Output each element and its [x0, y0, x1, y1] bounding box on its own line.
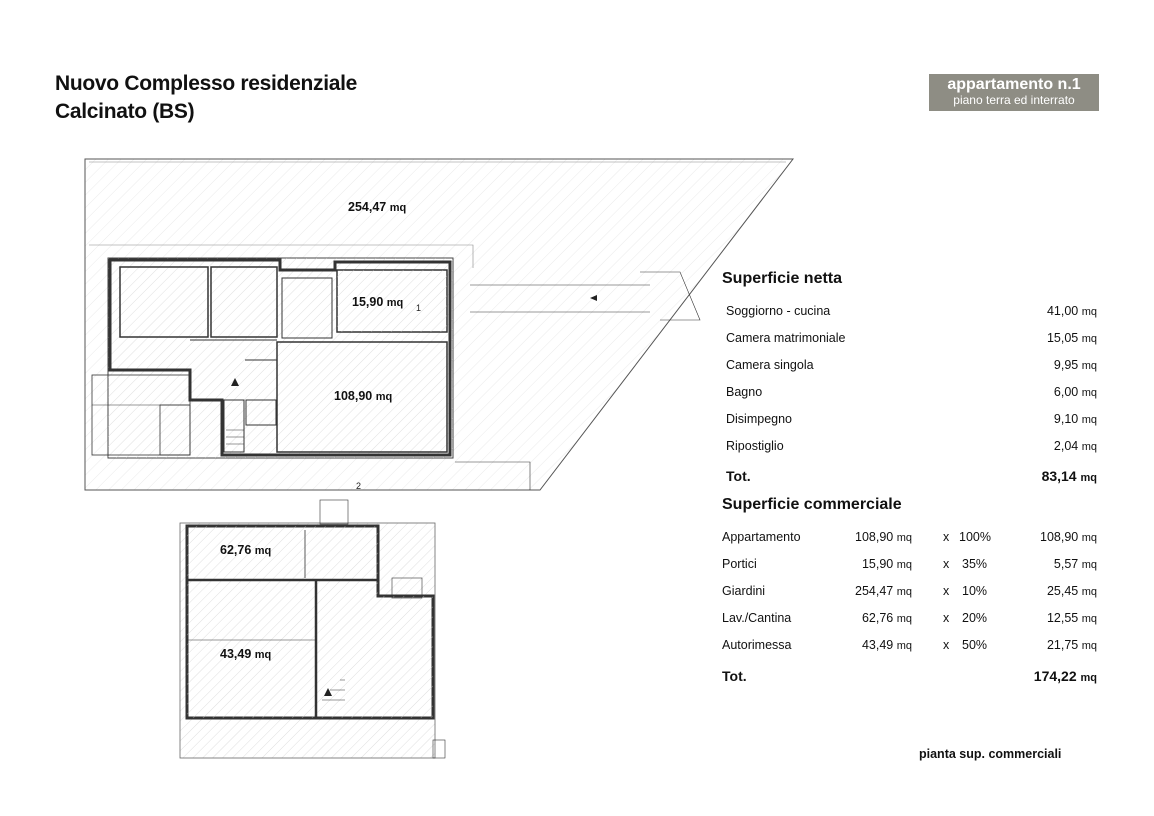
comm-row-value	[1000, 584, 1097, 598]
comm-row-area	[830, 530, 912, 544]
comm-value: 12,55	[1046, 611, 1079, 625]
net-row-value	[1000, 439, 1097, 453]
comm-area-unit: mq	[896, 640, 912, 652]
title-line-2: Calcinato (BS)	[55, 100, 195, 123]
garage-area-value: 43,49	[220, 647, 252, 661]
comm-row-pct: 20%	[962, 611, 988, 625]
comm-row-area	[830, 557, 912, 571]
net-unit: mq	[1081, 360, 1097, 372]
comm-value: 21,75	[1046, 638, 1079, 652]
comm-total-label: Tot.	[722, 668, 747, 684]
net-unit: mq	[1081, 306, 1097, 318]
comm-row-label: Lav./Cantina	[722, 611, 792, 625]
net-value: 6,00	[1053, 385, 1079, 399]
comm-row-x: x	[943, 584, 950, 598]
comm-unit: mq	[1081, 613, 1097, 625]
comm-unit: mq	[1081, 586, 1097, 598]
basement-floor	[180, 500, 445, 758]
comm-total-unit: mq	[1080, 672, 1097, 684]
net-row-value	[1000, 331, 1097, 345]
net-row-value	[1000, 385, 1097, 399]
comm-unit: mq	[1081, 640, 1097, 652]
net-value: 15,05	[1046, 331, 1079, 345]
net-row-value	[1000, 412, 1097, 426]
portico-area-unit: mq	[386, 297, 404, 309]
cellar-area-label	[220, 543, 271, 557]
net-row-label: Ripostiglio	[726, 439, 784, 453]
net-unit: mq	[1081, 333, 1097, 345]
title-line-1: Nuovo Complesso residenziale	[55, 72, 358, 95]
comm-area-value: 15,90	[861, 557, 894, 571]
net-area-title: Superficie netta	[722, 270, 843, 287]
comm-row-label: Appartamento	[722, 530, 801, 544]
apartment-area-value: 108,90	[334, 389, 373, 403]
net-value: 9,10	[1053, 412, 1079, 426]
comm-row-value	[1000, 611, 1097, 625]
comm-area-unit: mq	[896, 613, 912, 625]
net-value: 9,95	[1053, 358, 1079, 372]
garden-area-label	[348, 200, 406, 214]
comm-area-value: 108,90	[855, 530, 894, 544]
apartment-area-unit: mq	[375, 391, 393, 403]
comm-value: 108,90	[1040, 530, 1079, 544]
comm-row-value	[1000, 530, 1097, 544]
comm-area-value: 62,76	[861, 611, 894, 625]
net-unit: mq	[1081, 387, 1097, 399]
net-row-label: Camera matrimoniale	[726, 331, 846, 345]
garage-area-unit: mq	[254, 649, 272, 661]
comm-row-label: Portici	[722, 557, 757, 571]
comm-total-value	[990, 668, 1097, 684]
garden-area-value: 254,47	[348, 200, 387, 214]
comm-row-x: x	[943, 530, 950, 544]
comm-row-label: Autorimessa	[722, 638, 792, 652]
comm-unit: mq	[1081, 559, 1097, 571]
comm-total-number: 174,22	[1033, 668, 1077, 684]
commercial-area-title: Superficie commerciale	[722, 496, 902, 513]
net-row-value	[1000, 358, 1097, 372]
net-unit: mq	[1081, 441, 1097, 453]
comm-value: 5,57	[1053, 557, 1079, 571]
comm-row-pct: 35%	[962, 557, 988, 571]
comm-row-area	[830, 638, 912, 652]
comm-area-unit: mq	[896, 532, 912, 544]
comm-row-value	[1000, 638, 1097, 652]
cellar-area-unit: mq	[254, 545, 272, 557]
comm-row-x: x	[943, 611, 950, 625]
net-value: 41,00	[1046, 304, 1079, 318]
comm-area-value: 254,47	[855, 584, 894, 598]
apartment-area-label	[334, 389, 392, 403]
net-value: 2,04	[1053, 439, 1079, 453]
comm-area-unit: mq	[896, 559, 912, 571]
badge-title: appartamento n.1	[947, 76, 1081, 93]
comm-area-value: 43,49	[861, 638, 894, 652]
net-row-label: Disimpegno	[726, 412, 793, 426]
section-marker-2: 2	[356, 481, 362, 491]
comm-row-area	[830, 611, 912, 625]
comm-row-label: Giardini	[722, 584, 766, 598]
comm-value: 25,45	[1046, 584, 1079, 598]
comm-area-unit: mq	[896, 586, 912, 598]
comm-row-pct: 10%	[962, 584, 988, 598]
section-marker-1: 1	[416, 303, 422, 313]
comm-row-area	[830, 584, 912, 598]
comm-row-pct: 50%	[962, 638, 988, 652]
net-row-value	[1000, 304, 1097, 318]
garden-area-unit: mq	[389, 202, 407, 214]
portico-area-value: 15,90	[352, 295, 384, 309]
comm-unit: mq	[1081, 532, 1097, 544]
garage-area-label	[220, 647, 271, 661]
plan-caption: pianta sup. commerciali	[919, 747, 1062, 761]
cellar-area-value: 62,76	[220, 543, 252, 557]
net-total-label: Tot.	[726, 468, 751, 484]
net-total-number: 83,14	[1041, 468, 1077, 484]
net-row-label: Bagno	[726, 385, 763, 399]
net-total-unit: mq	[1080, 472, 1097, 484]
comm-row-x: x	[943, 638, 950, 652]
comm-row-x: x	[943, 557, 950, 571]
portico-area-label	[352, 295, 403, 309]
comm-row-value	[1000, 557, 1097, 571]
net-row-label: Soggiorno - cucina	[726, 304, 831, 318]
net-unit: mq	[1081, 414, 1097, 426]
badge-subtitle: piano terra ed interrato	[953, 93, 1075, 107]
net-total-value	[990, 468, 1097, 484]
comm-row-pct: 100%	[959, 530, 991, 544]
net-row-label: Camera singola	[726, 358, 814, 372]
